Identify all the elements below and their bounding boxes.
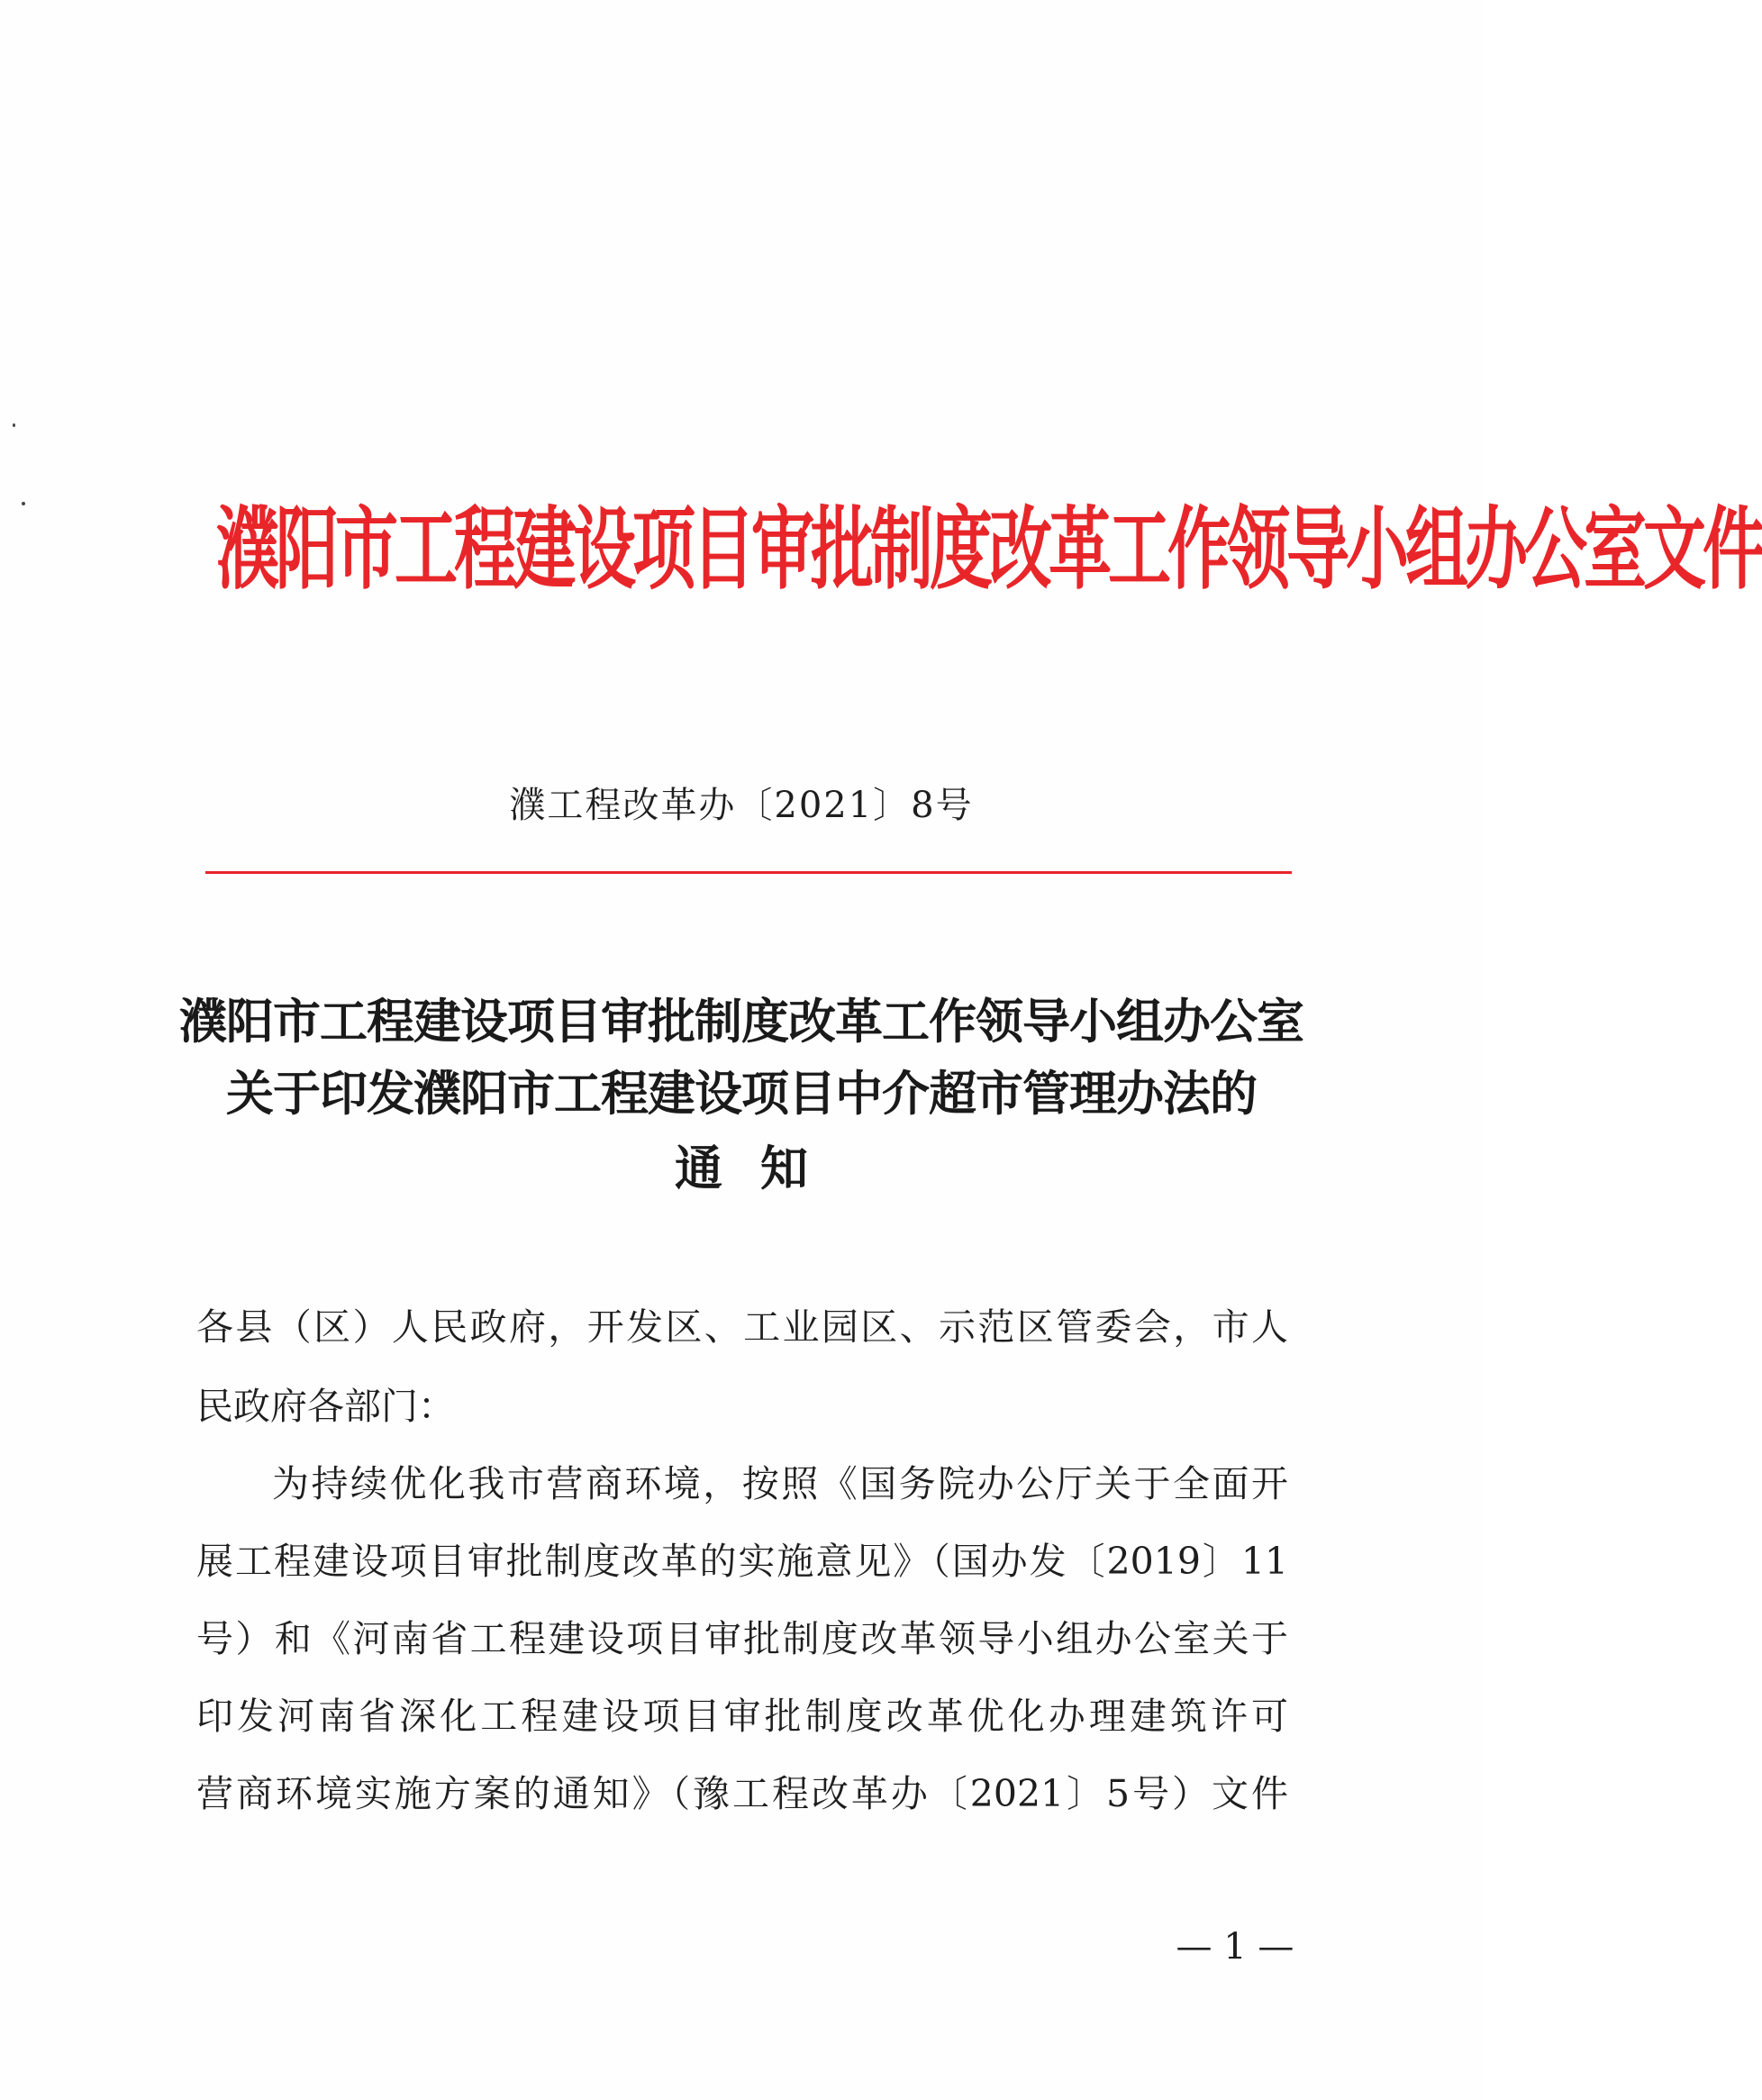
body-line-4: 展工程建设项目审批制度改革的实施意见》（国办发〔2019〕11 [196, 1540, 1288, 1583]
body-line-3: 为持续优化我市营商环境，按照《国务院办公厅关于全面开 [272, 1462, 1288, 1505]
red-divider-line [205, 871, 1292, 874]
page-number: — 1 — [1176, 1926, 1294, 1968]
notice-title-line-1: 濮阳市工程建设项目审批制度改革工作领导小组办公室 [179, 994, 1303, 1050]
notice-title-line-3: 通知 [675, 1141, 846, 1196]
document-number: 濮工程改革办〔2021〕8号 [509, 785, 974, 826]
scan-speck [22, 502, 25, 505]
red-header-title: 濮阳市工程建设项目审批制度改革工作领导小组办公室文件 [216, 496, 1762, 602]
scan-speck [13, 423, 15, 427]
body-line-1: 各县（区）人民政府，开发区、工业园区、示范区管委会，市人 [196, 1305, 1288, 1349]
body-line-5: 号）和《河南省工程建设项目审批制度改革领导小组办公室关于 [196, 1617, 1288, 1660]
body-line-7: 营商环境实施方案的通知》（豫工程改革办〔2021〕5号）文件 [196, 1772, 1288, 1815]
body-line-6: 印发河南省深化工程建设项目审批制度改革优化办理建筑许可 [196, 1695, 1288, 1738]
notice-title-line-2: 关于印发濮阳市工程建设项目中介超市管理办法的 [226, 1066, 1257, 1122]
body-line-2: 民政府各部门： [196, 1385, 455, 1428]
